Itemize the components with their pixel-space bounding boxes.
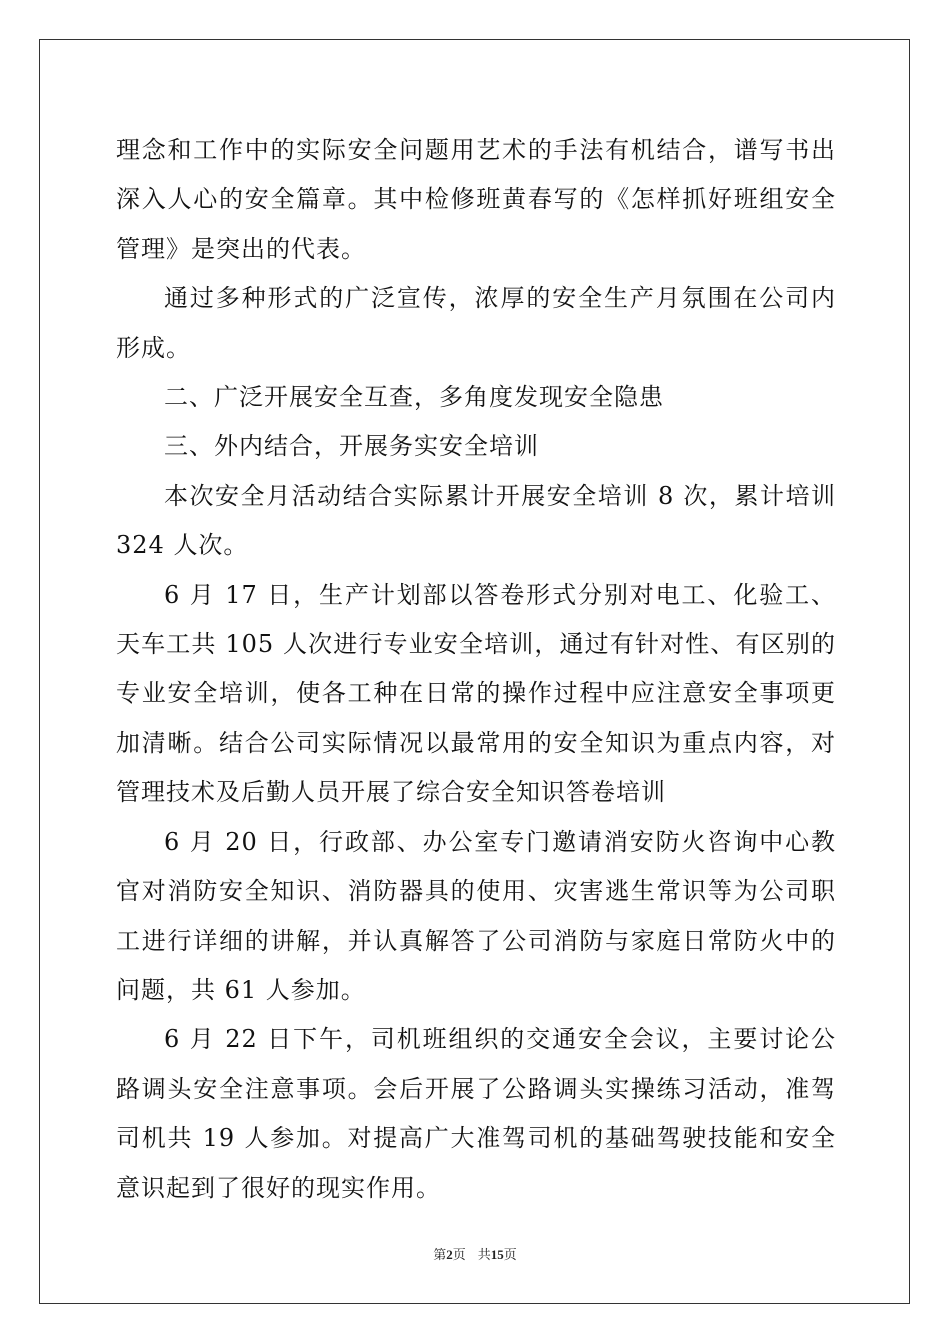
paragraph: 6 月 22 日下午，司机班组织的交通安全会议，主要讨论公路调头安全注意事项。会后开展了公路调头实操练习活动，准驾司机共 19 人参加。对提高广大准驾司机的基础驾驶技能和安全意识起到了很好的现实作用。 bbox=[116, 1025, 836, 1202]
total-suffix: 页 bbox=[503, 1248, 517, 1263]
paragraph: 6 月 17 日，生产计划部以答卷形式分别对电工、化验工、天车工共 105 人次进行专业安全培训，通过有针对性、有区别的专业安全培训，使各工种在日常的操作过程中应注意安全事项更加清晰。结合公司实际情况以最常用的安全知识为重点内容，对管理技术及后勤人员开展了综合安全知识答卷培训 bbox=[116, 580, 836, 807]
section-heading: 二、广泛开展安全互查，多角度发现安全隐患 bbox=[164, 383, 664, 412]
page-prefix: 第 bbox=[433, 1248, 447, 1263]
document-body bbox=[116, 126, 836, 1213]
total-pages: 15 bbox=[490, 1247, 504, 1262]
paragraph: 理念和工作中的实际安全问题用艺术的手法有机结合，谱写书出深入人心的安全篇章。其中检修班黄春写的《怎样抓好班组安全管理》是突出的代表。 bbox=[116, 136, 836, 263]
total-prefix: 共 bbox=[477, 1248, 491, 1263]
page-suffix: 页 bbox=[452, 1248, 466, 1263]
paragraph: 本次安全月活动结合实际累计开展安全培训 8 次，累计培训 324 人次。 bbox=[116, 481, 836, 560]
paragraph: 6 月 20 日，行政部、办公室专门邀请消安防火咨询中心教官对消防安全知识、消防器具的使用、灾害逃生常识等为公司职工进行详细的讲解，并认真解答了公司消防与家庭日常防火中的问题，共 61 人参加。 bbox=[116, 827, 836, 1004]
paragraph: 通过多种形式的广泛宣传，浓厚的安全生产月氛围在公司内形成。 bbox=[116, 284, 836, 362]
page-number: 2 bbox=[446, 1247, 453, 1262]
page-footer bbox=[0, 1246, 950, 1265]
section-heading: 三、外内结合，开展务实安全培训 bbox=[164, 432, 539, 461]
